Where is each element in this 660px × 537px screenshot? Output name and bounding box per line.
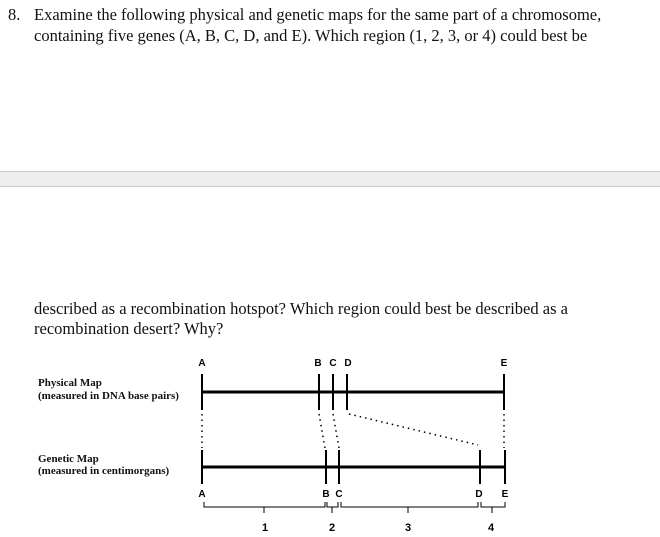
question-number: 8. (8, 5, 21, 24)
region-label-1: 1 (261, 522, 269, 534)
question-line-4: recombination desert? Why? (34, 319, 224, 338)
question-line-2: containing five genes (A, B, C, D, and E). Which region (1, 2, 3, or 4) could best be (34, 26, 588, 45)
question-text-1: Examine the following physical and genetic maps for the same part of a chromosome, (34, 5, 602, 24)
dotted-line-c (333, 414, 339, 448)
region-bracket-1 (204, 502, 325, 513)
genetic-label-c: C (335, 489, 343, 500)
question-line-3: described as a recombination hotspot? Which region could best be described as a (34, 299, 568, 318)
dotted-line-d (349, 414, 478, 445)
region-label-3: 3 (404, 522, 412, 534)
genetic-label-a: A (198, 489, 206, 500)
physical-label-c: C (329, 358, 337, 369)
physical-label-a: A (198, 358, 206, 369)
region-bracket-4 (481, 502, 505, 513)
region-label-4: 4 (487, 522, 495, 534)
physical-map-title: Physical Map (38, 377, 102, 389)
region-label-2: 2 (328, 522, 336, 534)
region-bracket-2 (327, 502, 338, 513)
genetic-label-e: E (501, 489, 509, 500)
genetic-label-d: D (475, 489, 483, 500)
genetic-label-b: B (322, 489, 330, 500)
region-brackets (204, 502, 505, 513)
region-bracket-3 (341, 502, 478, 513)
genetic-map-title: Genetic Map (38, 453, 99, 465)
genetic-map-subtitle: (measured in centimorgans) (38, 465, 170, 477)
physical-label-b: B (314, 358, 322, 369)
physical-label-d: D (344, 358, 352, 369)
correspondence-dotted-lines (202, 414, 504, 448)
physical-label-e: E (500, 358, 508, 369)
dotted-line-b (319, 414, 325, 448)
physical-map-subtitle: (measured in DNA base pairs) (38, 390, 179, 402)
